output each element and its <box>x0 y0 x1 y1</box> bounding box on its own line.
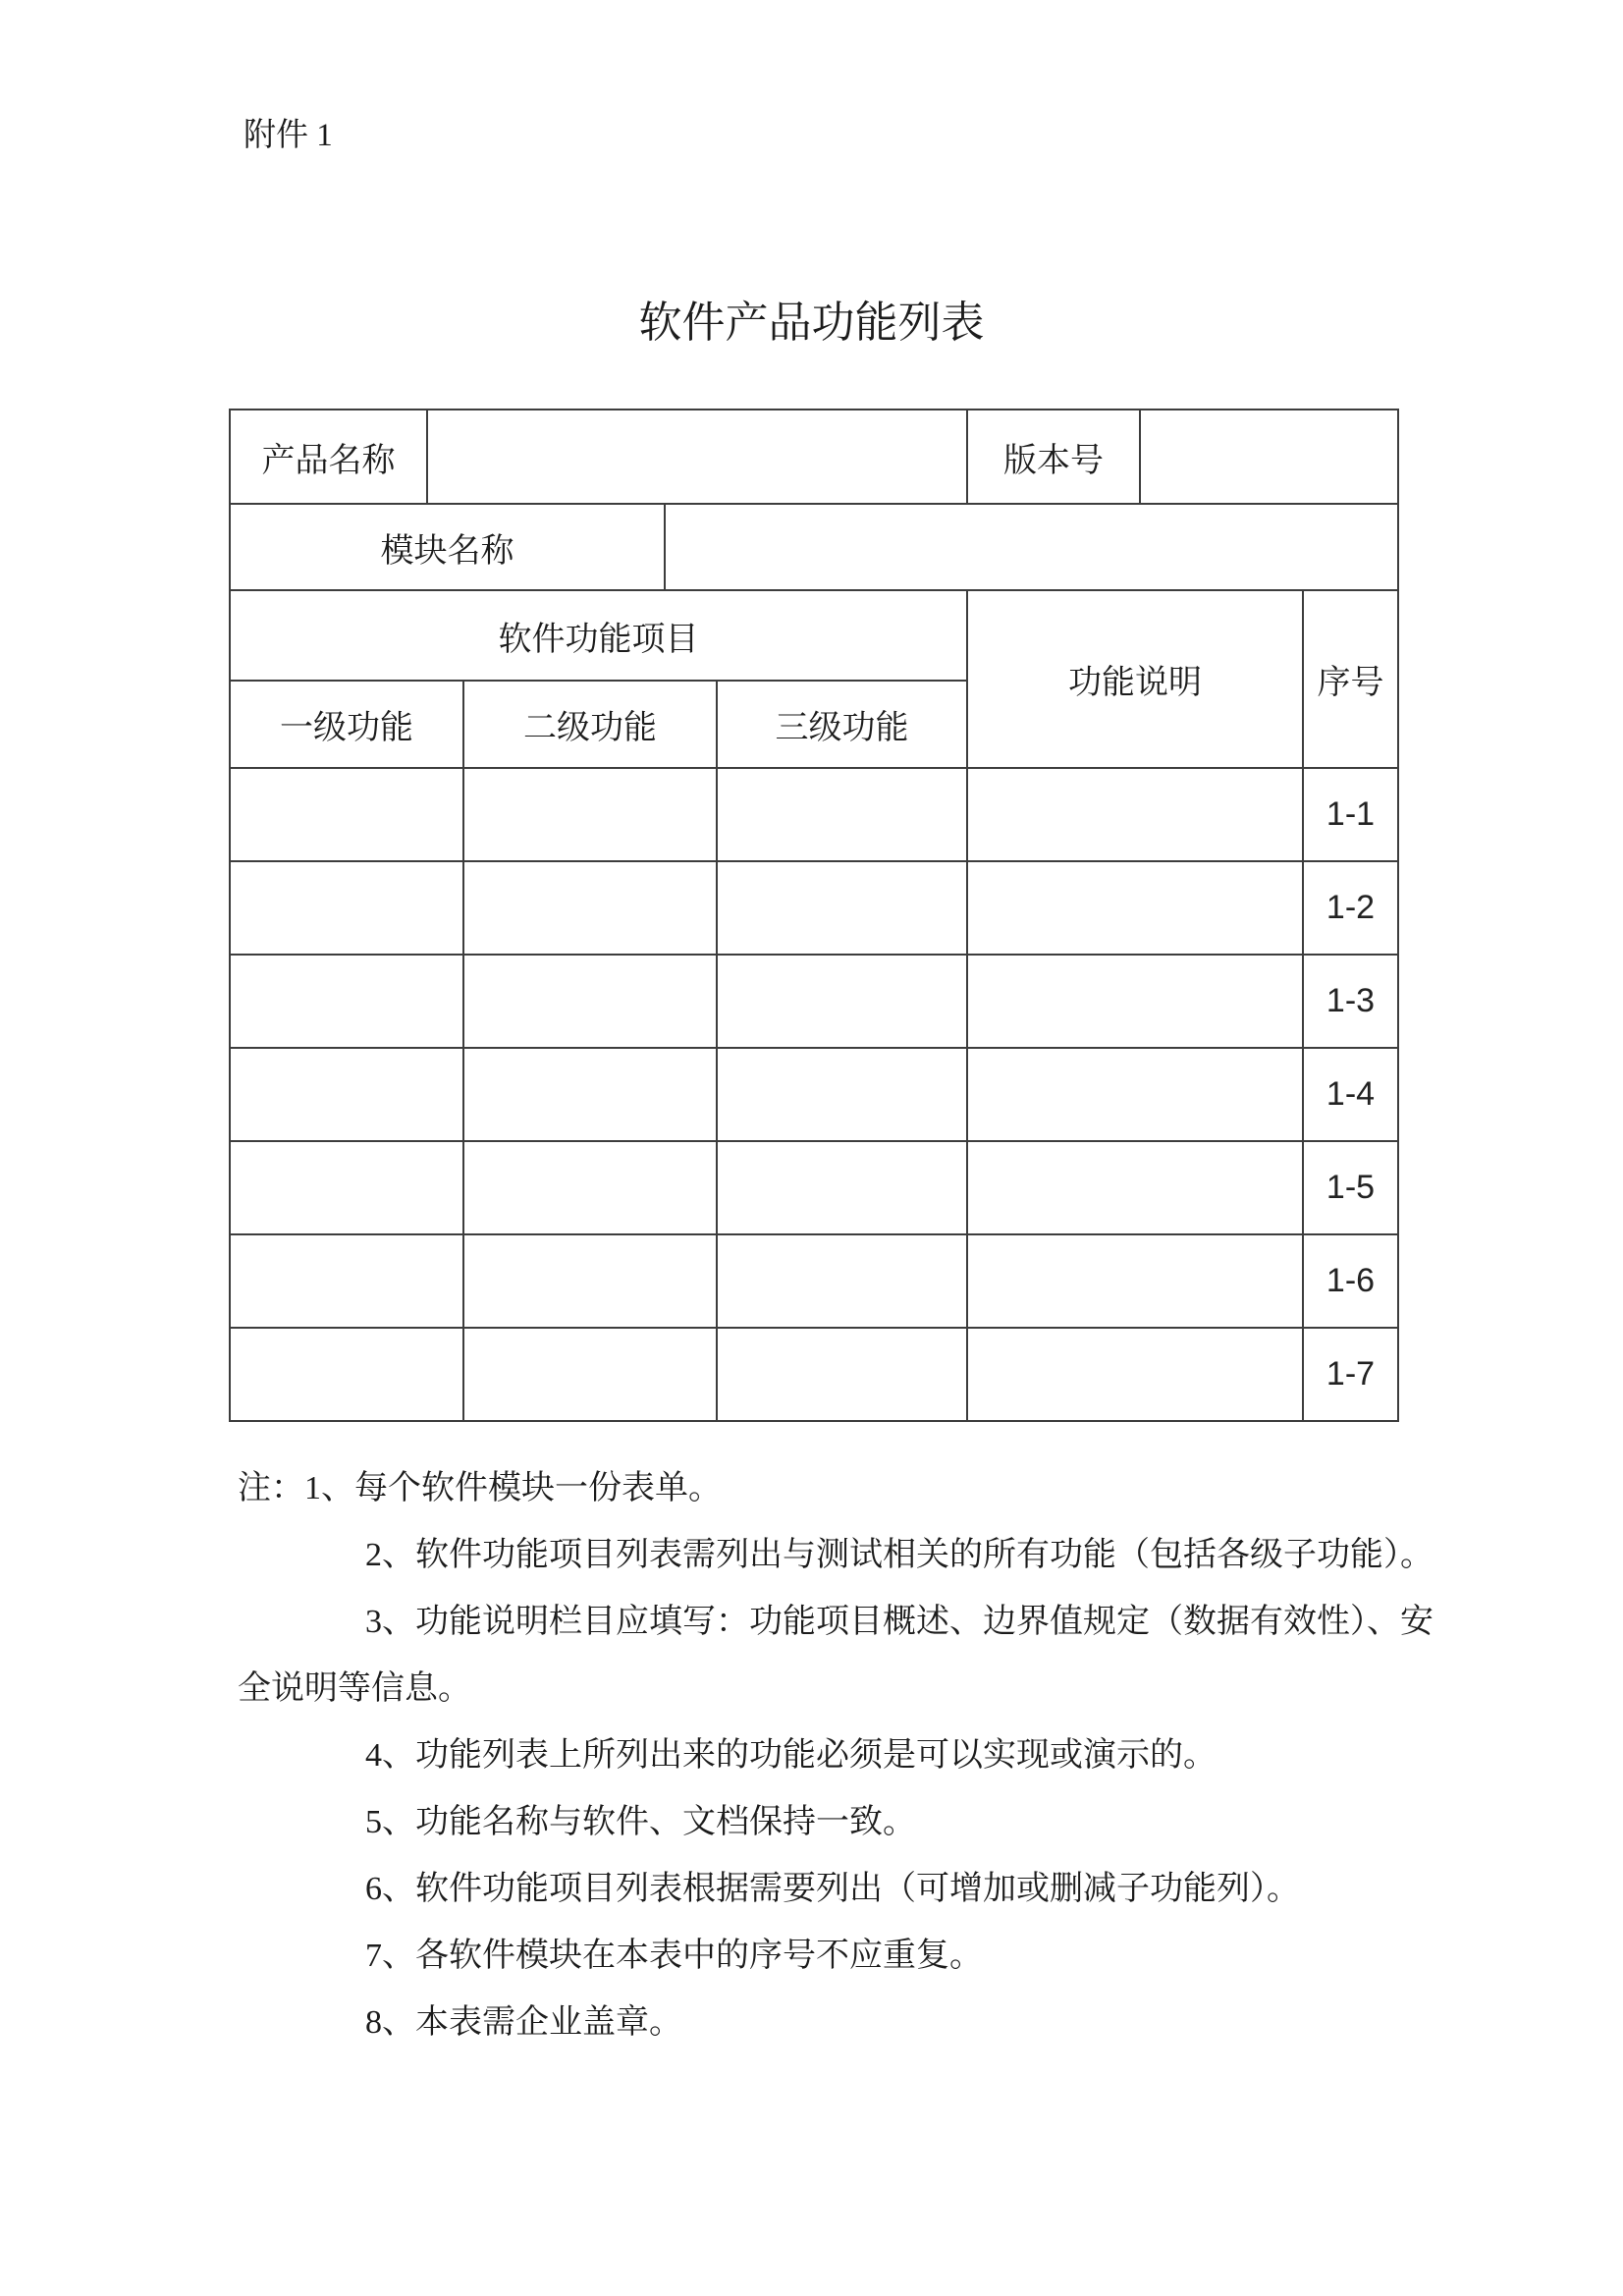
page-title: 软件产品功能列表 <box>638 299 985 347</box>
level2-cell <box>463 1328 717 1421</box>
table-row <box>230 1234 1398 1328</box>
note-line: 5、功能名称与软件、文档保持一致。 <box>365 1804 916 1840</box>
level2-cell <box>463 861 717 955</box>
note-line: 全说明等信息。 <box>238 1670 471 1707</box>
level1-cell <box>230 861 463 955</box>
function-desc-cell <box>967 1234 1303 1328</box>
level3-cell <box>717 1328 967 1421</box>
serial-cell: 1-1 <box>1303 768 1398 861</box>
function-desc-cell <box>967 861 1303 955</box>
level3-cell <box>717 955 967 1048</box>
serial-cell: 1-6 <box>1303 1234 1398 1328</box>
module-name-value-cell <box>665 504 1398 590</box>
notes-section <box>238 1455 1434 2056</box>
note-line: 4、功能列表上所列出来的功能必须是可以实现或演示的。 <box>365 1737 1217 1774</box>
serial-cell: 1-3 <box>1303 955 1398 1048</box>
function-desc-header-cell: 功能说明 <box>967 590 1303 768</box>
level2-cell <box>463 1048 717 1141</box>
version-value-cell <box>1140 410 1398 504</box>
level2-cell <box>463 768 717 861</box>
serial-cell: 1-7 <box>1303 1328 1398 1421</box>
level3-cell <box>717 1234 967 1328</box>
table-row <box>230 1048 1398 1141</box>
serial-cell: 1-2 <box>1303 861 1398 955</box>
note-line: 2、软件功能项目列表需列出与测试相关的所有功能（包括各级子功能）。 <box>365 1537 1434 1573</box>
note-line: 6、软件功能项目列表根据需要列出（可增加或删减子功能列）。 <box>365 1871 1300 1907</box>
attachment-label: 附件 1 <box>243 118 333 153</box>
level2-cell <box>463 1234 717 1328</box>
table-row-group-header <box>230 590 1398 681</box>
function-desc-cell <box>967 1141 1303 1234</box>
table-row <box>230 861 1398 955</box>
function-desc-cell <box>967 768 1303 861</box>
level2-cell <box>463 955 717 1048</box>
level1-cell <box>230 1141 463 1234</box>
module-name-label-cell: 模块名称 <box>230 504 665 590</box>
level1-cell <box>230 955 463 1048</box>
note-line: 8、本表需企业盖章。 <box>365 2004 682 2041</box>
level1-cell <box>230 1048 463 1141</box>
serial-cell: 1-5 <box>1303 1141 1398 1234</box>
function-desc-cell <box>967 955 1303 1048</box>
level3-cell <box>717 768 967 861</box>
note-line: 3、功能说明栏目应填写：功能项目概述、边界值规定（数据有效性）、安 <box>365 1604 1434 1640</box>
level1-cell <box>230 1328 463 1421</box>
level1-cell <box>230 768 463 861</box>
level3-cell <box>717 861 967 955</box>
level2-header-cell: 二级功能 <box>463 681 717 768</box>
table-row <box>230 1141 1398 1234</box>
serial-header-cell: 序号 <box>1303 590 1398 768</box>
table-row <box>230 1328 1398 1421</box>
level1-cell <box>230 1234 463 1328</box>
level2-cell <box>463 1141 717 1234</box>
version-label-cell: 版本号 <box>967 410 1140 504</box>
level3-cell <box>717 1048 967 1141</box>
function-items-header-cell: 软件功能项目 <box>230 590 967 681</box>
note-line: 7、各软件模块在本表中的序号不应重复。 <box>365 1938 983 1974</box>
function-desc-cell <box>967 1328 1303 1421</box>
table-row <box>230 768 1398 861</box>
table-row-product <box>230 410 1398 504</box>
product-name-label-cell: 产品名称 <box>230 410 427 504</box>
level3-cell <box>717 1141 967 1234</box>
table-row <box>230 955 1398 1048</box>
function-desc-cell <box>967 1048 1303 1141</box>
serial-cell: 1-4 <box>1303 1048 1398 1141</box>
function-list-table <box>229 409 1399 1422</box>
level3-header-cell: 三级功能 <box>717 681 967 768</box>
note-line: 注：1、每个软件模块一份表单。 <box>238 1470 722 1506</box>
table-row-module <box>230 504 1398 590</box>
product-name-value-cell <box>427 410 967 504</box>
level1-header-cell: 一级功能 <box>230 681 463 768</box>
